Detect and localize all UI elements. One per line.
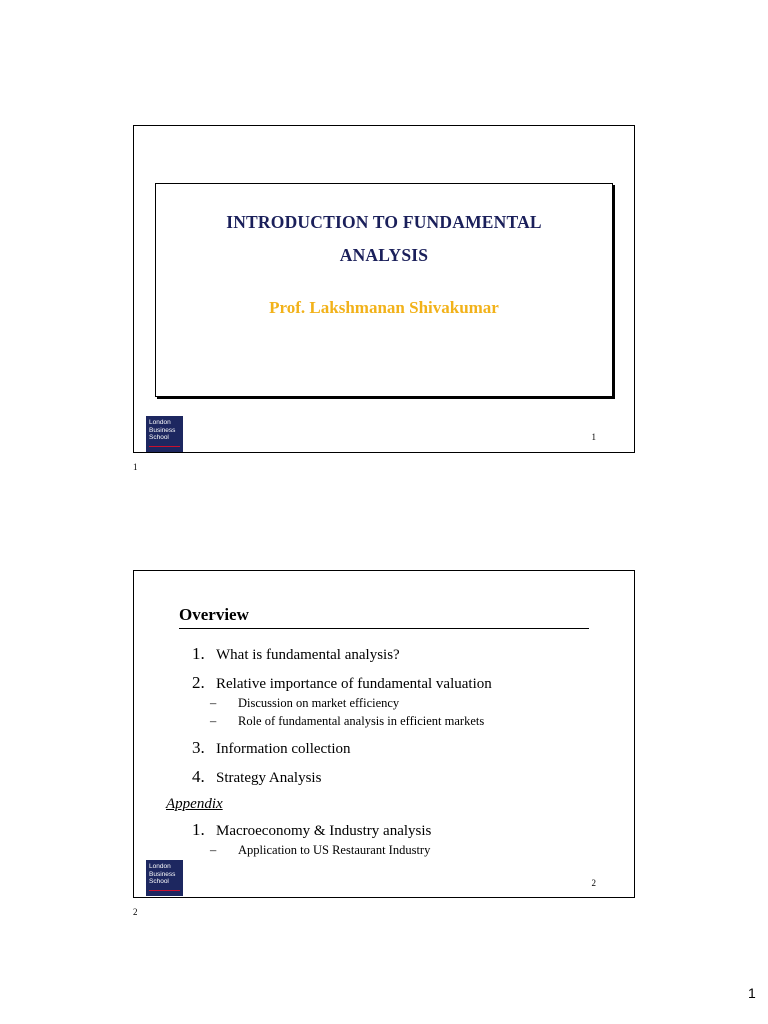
logo-line-1: London xyxy=(149,419,171,426)
slide-number: 2 xyxy=(591,878,596,888)
logo-line-2: Business xyxy=(149,426,176,434)
logo-line-2: Business xyxy=(149,870,176,878)
london-business-school-logo xyxy=(146,416,183,452)
item-number: 1. xyxy=(192,644,205,663)
item-number: 4. xyxy=(192,767,205,786)
logo-accent-bar xyxy=(149,890,180,891)
list-item xyxy=(192,820,612,841)
overview-list xyxy=(166,644,612,859)
logo-line-3: School xyxy=(149,434,169,441)
appendix-label: Appendix xyxy=(166,796,223,812)
sub-bullet: – xyxy=(210,714,217,728)
london-business-school-logo xyxy=(146,860,183,896)
slide-title xyxy=(156,206,612,272)
item-text: Strategy Analysis xyxy=(216,770,322,786)
list-item xyxy=(192,738,612,759)
sub-item xyxy=(192,712,612,730)
sub-item-text: Role of fundamental analysis in efficient markets xyxy=(238,714,485,728)
list-item xyxy=(192,767,612,788)
overview-heading: Overview xyxy=(179,605,589,629)
author-name: Prof. Lakshmanan Shivakumar xyxy=(269,298,499,317)
list-item xyxy=(192,673,612,694)
item-text: Macroeconomy & Industry analysis xyxy=(216,823,432,839)
sub-item-text: Discussion on market efficiency xyxy=(238,696,400,710)
title-line-1: INTRODUCTION TO FUNDAMENTAL xyxy=(226,212,542,232)
slide-2 xyxy=(133,570,635,898)
title-line-2: ANALYSIS xyxy=(339,245,429,265)
slide-1-label: 1 xyxy=(133,462,138,472)
logo-line-3: School xyxy=(149,878,169,885)
item-text: Relative importance of fundamental valuation xyxy=(216,676,492,692)
sub-item xyxy=(192,694,612,712)
slide-2-label: 2 xyxy=(133,907,138,917)
sub-item xyxy=(192,841,612,859)
item-text: What is fundamental analysis? xyxy=(216,647,400,663)
sub-bullet: – xyxy=(210,696,217,710)
slide-1 xyxy=(133,125,635,453)
logo-line-1: London xyxy=(149,863,171,870)
title-box xyxy=(155,183,613,397)
item-number: 1. xyxy=(192,820,205,839)
item-number: 3. xyxy=(192,738,205,757)
item-text: Information collection xyxy=(216,741,351,757)
sub-item-text: Application to US Restaurant Industry xyxy=(238,843,431,857)
item-number: 2. xyxy=(192,673,205,692)
list-item xyxy=(192,644,612,665)
logo-accent-bar xyxy=(149,446,180,447)
slide-number: 1 xyxy=(591,432,596,442)
page-number: 1 xyxy=(748,985,756,1001)
sub-bullet: – xyxy=(210,843,217,857)
